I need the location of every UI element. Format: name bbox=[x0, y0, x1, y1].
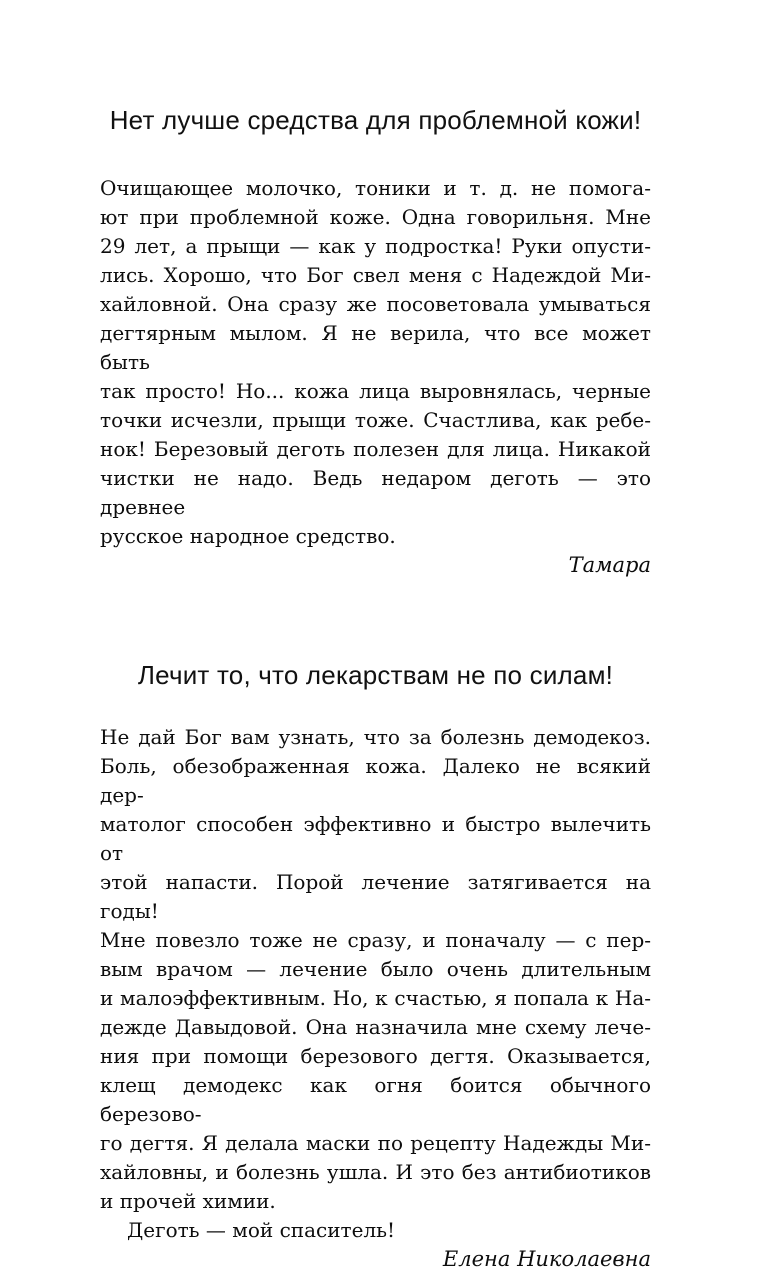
section-heading: Лечит то, что лекарствам не по силам! bbox=[137, 660, 614, 690]
text-line: ют при проблемной коже. Одна говорильня. Мне bbox=[100, 205, 651, 229]
text-line: чистки не надо. Ведь недаром деготь — это древнее bbox=[100, 466, 651, 519]
text-column bbox=[100, 0, 651, 1274]
closing-line: Деготь — мой спаситель! bbox=[127, 1218, 396, 1242]
text-line: этой напасти. Порой лечение затягивается на годы! bbox=[100, 870, 651, 923]
text-line: Мне повезло тоже не сразу, и поначалу — с пер- bbox=[100, 928, 651, 952]
text-line: и прочей химии. bbox=[100, 1189, 276, 1213]
text-line: дегтярным мылом. Я не верила, что все может быть bbox=[100, 321, 651, 374]
text-line: и малоэффективным. Но, к счастью, я попала к На- bbox=[100, 986, 651, 1010]
text-line: ния при помощи березового дегтя. Оказывается, bbox=[100, 1044, 651, 1068]
text-line: вым врачом — лечение было очень длительным bbox=[100, 957, 651, 981]
text-line: дежде Давыдовой. Она назначила мне схему лече- bbox=[100, 1015, 651, 1039]
text-line: го дегтя. Я делала маски по рецепту Надежды Ми- bbox=[100, 1131, 651, 1155]
text-line: Не дай Бог вам узнать, что за болезнь демодекоз. bbox=[100, 725, 651, 749]
testimonial-section-1 bbox=[100, 0, 651, 580]
text-line: русское народное средство. bbox=[100, 524, 396, 548]
testimonial-section-2 bbox=[100, 580, 651, 1274]
text-line: лись. Хорошо, что Бог свел меня с Надеждой Ми- bbox=[100, 263, 651, 287]
text-line: Боль, обезображенная кожа. Далеко не всякий дер- bbox=[100, 754, 651, 807]
text-line: клещ демодекс как огня боится обычного березово- bbox=[100, 1073, 651, 1126]
signature: Елена Николаевна bbox=[442, 1247, 651, 1271]
text-line: хайловной. Она сразу же посоветовала умываться bbox=[100, 292, 651, 316]
text-line: матолог способен эффективно и быстро вылечить от bbox=[100, 812, 651, 865]
text-line: нок! Березовый деготь полезен для лица. Никакой bbox=[100, 437, 651, 461]
testimonial-paragraph bbox=[100, 174, 651, 551]
text-line: 29 лет, а прыщи — как у подростка! Руки опусти- bbox=[100, 234, 651, 258]
text-line: Очищающее молочко, тоники и т. д. не помога- bbox=[100, 176, 651, 200]
text-line: так просто! Но... кожа лица выровнялась, черные bbox=[100, 379, 651, 403]
text-line: хайловны, и болезнь ушла. И это без антибиотиков bbox=[100, 1160, 651, 1184]
testimonial-paragraph bbox=[100, 723, 651, 1216]
signature: Тамара bbox=[568, 553, 651, 577]
text-line: точки исчезли, прыщи тоже. Счастлива, как ребе- bbox=[100, 408, 651, 432]
section-heading: Нет лучше средства для проблемной кожи! bbox=[109, 105, 642, 135]
